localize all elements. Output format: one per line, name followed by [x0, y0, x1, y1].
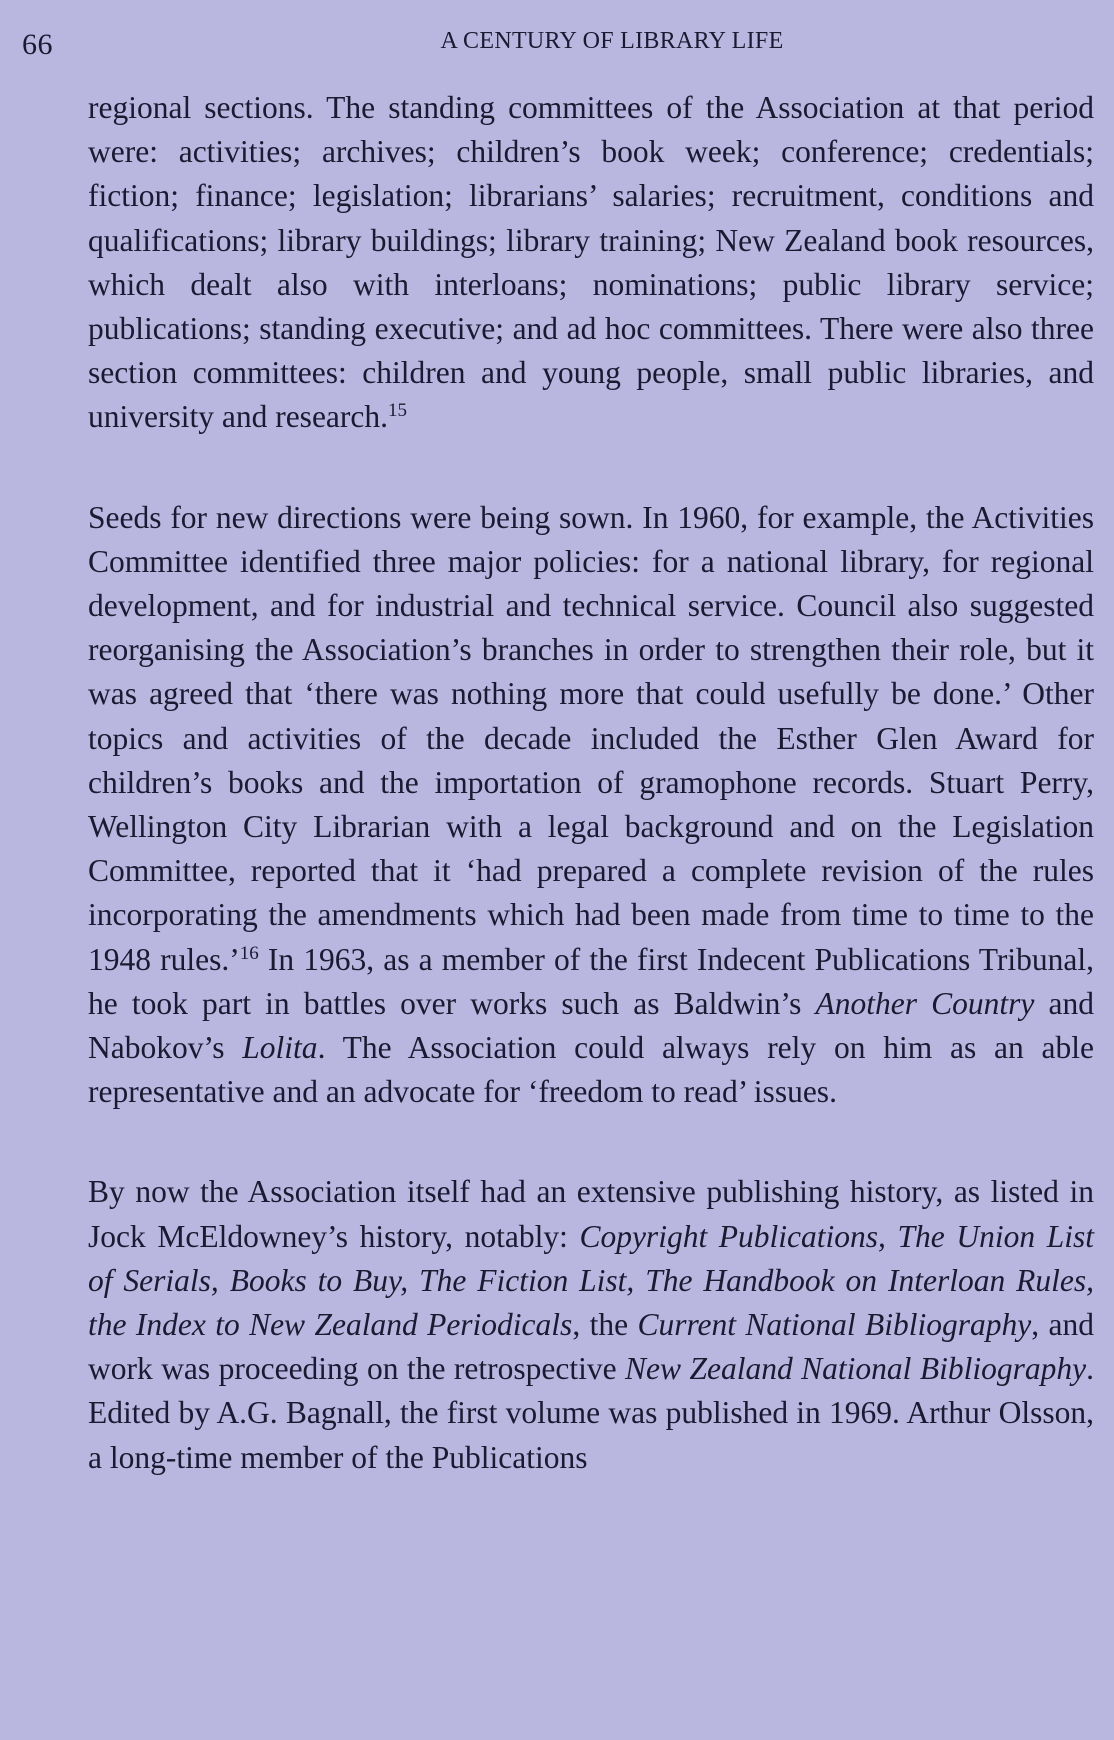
paragraph-publishing — [88, 1170, 1094, 1479]
publication-titles: Copyright Publications, The Union List of Serials, Books to Buy, The Fiction List, The Handbook on Interloan Rules, the Index to New Zealand Periodicals — [88, 1218, 1094, 1343]
book-title: Another Country — [815, 985, 1035, 1021]
paragraph-text: regional sections. The standing committees of the Association at that period were: activities; archives; children’s book week; conference; credentials; fiction; finance; legislation; librarians’ salaries; recruitment, conditions and qualifications; library buildings; library training; New Zealand book resources, which dealt also with interloans; nominations; public library service; publications; standing executive; and ad hoc committees. There were also three section committees: children and young people, small public libraries, and university and research. — [88, 90, 1094, 435]
paragraph-text: . Edited by A.G. Bagnall, the first volume was published in 1969. Arthur Olsson, a long-time member of the Publications — [88, 1351, 1094, 1475]
body-text — [88, 86, 1094, 1480]
paragraph-text: In 1963, as a member of the first Indecent Publications Tribunal, he took part in battles over works such as Baldwin’s — [88, 941, 1094, 1021]
paragraph-text: . The Association could always rely on him as an able representative and an advocate for ‘freedom to read’ issues. — [88, 1030, 1094, 1110]
paragraph-text: Seeds for new directions were being sown. In 1960, for example, the Activities Committee identified three major policies: for a national library, for regional development, and for industrial and technical service. Council also suggested reorganising the Association’s branches in order to strengthen their role, but it was agreed that ‘there was nothing more that could usefully be done.’ Other topics and activities of the decade included the Esther Glen Award for children’s books and the importation of gramophone records. Stuart Perry, Wellington City Librarian with a legal background and on the Legislation Committee, reported that it ‘had prepared a complete revision of the rules incorporating the amendments which had been made from time to time to the 1948 rules.’ — [88, 499, 1094, 977]
paragraph-committees — [88, 86, 1094, 440]
paragraph-text: and Nabokov’s — [88, 985, 1094, 1066]
publication-title: New Zealand National Bibliography — [625, 1351, 1087, 1387]
page-number: 66 — [22, 28, 53, 61]
paragraph-text: , the — [572, 1307, 638, 1343]
paragraph-text: , and work was proceeding on the retrospective — [88, 1307, 1095, 1387]
paragraph-text: By now the Association itself had an extensive publishing history, as listed in Jock McEldowney’s history, notably: — [88, 1174, 1094, 1254]
publication-title: Current National Bibliography — [637, 1307, 1032, 1343]
paragraph-new-directions — [88, 496, 1094, 1115]
footnote-ref-16: 16 — [239, 942, 259, 964]
book-title: Lolita — [242, 1030, 318, 1066]
footnote-ref-15: 15 — [388, 400, 408, 422]
running-head: A CENTURY OF LIBRARY LIFE — [440, 28, 784, 54]
